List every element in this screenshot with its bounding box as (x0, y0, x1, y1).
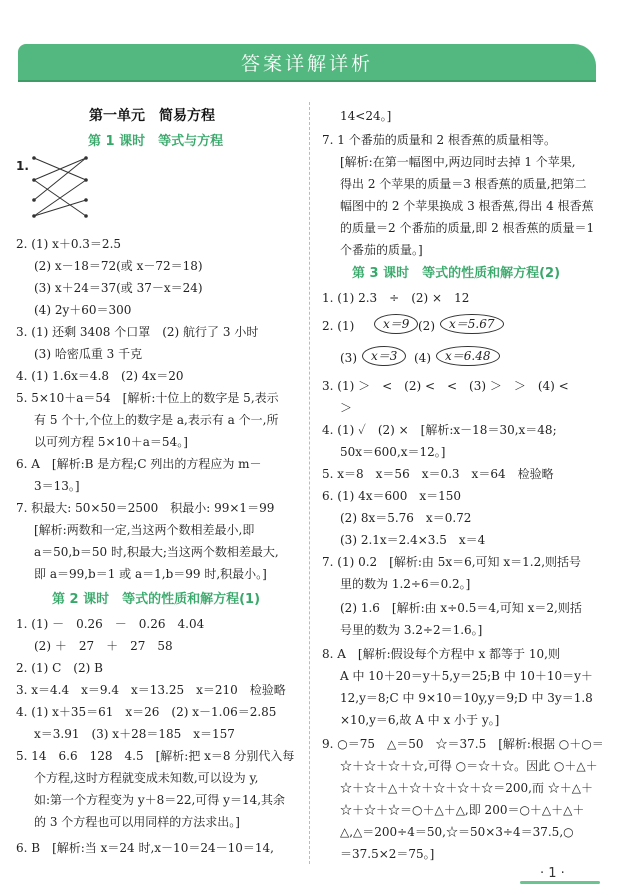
answer-line: (2) x－18＝72(或 x－72＝18) (34, 259, 203, 273)
answer-line: 2. (1) C (2) B (16, 661, 103, 675)
circled-answer (436, 346, 500, 366)
answer-line: 2. (1) (322, 319, 355, 333)
answer-line: 5. 14 6.6 128 4.5 [解析:把 x＝8 分别代入每 (16, 749, 295, 763)
answer-line: [解析:两数和一定,当这两个数相差最小,即 (34, 523, 255, 537)
answer-line: (2) 8x＝5.76 x＝0.72 (340, 511, 472, 525)
answer-oval: x＝6.48 (436, 346, 500, 366)
answer-line: (4) 2y＋60＝300 (34, 303, 132, 317)
answer-line: (3) (340, 351, 357, 365)
answer-line: 6. A [解析:B 是方程;C 列出的方程应为 m－ (16, 457, 262, 471)
answer-line: ☆＋☆＋☆＋☆,可得 ○＝☆＋☆。因此 ○＋△＋ (340, 759, 598, 773)
answer-line: 7. (1) 0.2 [解析:由 5x＝6,可知 x＝1.2,则括号 (322, 555, 582, 569)
answer-line: 2. (1) x＋0.3＝2.5 (16, 237, 122, 251)
answer-line: △,△＝200÷4＝50,☆＝50×3÷4＝37.5,○ (340, 825, 574, 839)
answer-line: (2) (418, 319, 435, 333)
answer-oval: x＝9 (374, 314, 418, 334)
answer-line: 3. x＝4.4 x＝9.4 x＝13.25 x＝210 检验略 (16, 683, 286, 697)
answer-line: 1. (1) － 0.26 － 0.26 4.04 (16, 617, 205, 631)
unit-title: 第一单元 简易方程 (89, 108, 215, 124)
answer-line: 4. (1) ✓ (2) × [解析:x－18＝30,x＝48; (322, 423, 557, 437)
answer-line: 6. B [解析:当 x＝24 时,x－10＝24－10＝14, (16, 841, 274, 855)
answer-oval: x＝5.67 (440, 314, 504, 334)
answer-line: 7. 积最大: 50×50＝2500 积最小: 99×1＝99 (16, 501, 275, 515)
answer-line: 1. (16, 159, 29, 173)
answer-line: ×10,y＝6,故 A 中 x 小于 y。] (340, 713, 500, 727)
answer-line: 即 a＝99,b＝1 或 a＝1,b＝99 时,积最小。] (34, 567, 267, 581)
answer-line: 4. (1) 1.6x＝4.8 (2) 4x＝20 (16, 369, 184, 383)
answer-line: ＝37.5×2＝75。] (340, 847, 435, 861)
answer-line: 3. (1) 还剩 3408 个口罩 (2) 航行了 3 小时 (16, 325, 259, 339)
answer-line: 8. A [解析:假设每个方程中 x 都等于 10,则 (322, 647, 560, 661)
answer-line: 的 3 个方程也可以用同样的方法求出。] (34, 815, 240, 829)
answer-line: 如:第一个方程变为 y＋8＝22,可得 y＝14,其余 (34, 793, 286, 807)
column-divider (309, 102, 310, 864)
answer-line: 9. ○＝75 △＝50 ☆＝37.5 [解析:根据 ○＋○＝ (322, 737, 604, 751)
lesson-heading: 第 2 课时 等式的性质和解方程(1) (52, 592, 261, 607)
answer-line: ☆＋☆＋☆＝○＋△＋△,即 200＝○＋△＋△＋ (340, 803, 585, 817)
answer-line: 得出 2 个苹果的质量＝3 根香蕉的质量,把第二 (340, 177, 587, 191)
page-number: · 1 · (540, 866, 565, 881)
answer-line: (2) ＋ 27 ＋ 27 58 (34, 639, 173, 653)
answer-oval: x＝3 (362, 346, 406, 366)
answer-line: 12,y＝8;C 中 9×10＝10y,y＝9;D 中 3y＝1.8 (340, 691, 593, 705)
answer-line: (3) 哈密瓜重 3 千克 (34, 347, 143, 361)
answer-line: 4. (1) x＋35＝61 x＝26 (2) x－1.06＝2.85 (16, 705, 277, 719)
answer-line: 50x＝600,x＝12。] (340, 445, 446, 459)
answer-line: x＝3.91 (3) x＋28＝185 x＝157 (34, 727, 235, 741)
answer-line: a＝50,b＝50 时,积最大;当这两个数相差最大, (34, 545, 279, 559)
answer-line: 3＝13。] (34, 479, 80, 493)
page-number-decoration (520, 881, 600, 884)
answer-line: 个方程,这时方程就变成未知数,可以设为 y, (34, 771, 259, 785)
answer-line: (3) 2.1x＝2.4×3.5 x＝4 (340, 533, 486, 547)
answer-line: 1. (1) 2.3 ÷ (2) × 12 (322, 291, 470, 305)
answer-line: (2) 1.6 [解析:由 x÷0.5＝4,可知 x＝2,则括 (340, 601, 582, 615)
lesson-heading: 第 3 课时 等式的性质和解方程(2) (352, 266, 561, 281)
answer-line: 幅图中的 2 个苹果换成 3 根香蕉,得出 4 根香蕉 (340, 199, 594, 213)
answer-line: (4) (414, 351, 431, 365)
answer-line: 里的数为 1.2÷6＝0.2。] (340, 577, 471, 591)
answer-line: 号里的数为 3.2÷2＝1.6。] (340, 623, 483, 637)
answer-line: ＞ (340, 401, 353, 415)
lesson-heading: 第 1 课时 等式与方程 (88, 134, 224, 149)
answer-line: 5. x＝8 x＝56 x＝0.3 x＝64 检验略 (322, 467, 554, 481)
answer-line: 6. (1) 4x＝600 x＝150 (322, 489, 462, 503)
circled-answer (374, 314, 418, 334)
banner-title: 答案详解详析 (240, 53, 373, 75)
answer-line: 5. 5×10＋a＝54 [解析:十位上的数字是 5,表示 (16, 391, 279, 405)
answer-line: 3. (1) ＞ < (2) < < (3) ＞ ＞ (4) < (322, 379, 569, 393)
answer-line: ☆＋☆＋△＋☆＋☆＋☆＋☆＝200,而 ☆＋△＋ (340, 781, 593, 795)
answer-line: A 中 10＋20＝y＋5,y＝25;B 中 10＋10＝y＋ (340, 669, 593, 683)
answer-line: 7. 1 个番茄的质量和 2 根香蕉的质量相等。 (322, 133, 556, 147)
circled-answer (362, 346, 406, 366)
answer-line: 以可列方程 5×10＋a＝54。] (34, 435, 188, 449)
matching-lines-diagram (30, 152, 90, 222)
circled-answer (440, 314, 504, 334)
answer-line: [解析:在第一幅图中,两边同时去掉 1 个苹果, (340, 155, 576, 169)
answer-line: 有 5 个十,个位上的数字是 a,表示有 a 个一,所 (34, 413, 279, 427)
answer-banner (18, 44, 596, 80)
answer-line: 个番茄的质量。] (340, 243, 423, 257)
answer-line: (3) x＋24＝37(或 37－x＝24) (34, 281, 203, 295)
answer-line: 的质量＝2 个番茄的质量,即 2 根香蕉的质量＝1 (340, 221, 595, 235)
answer-line: 14<24。] (340, 109, 392, 123)
